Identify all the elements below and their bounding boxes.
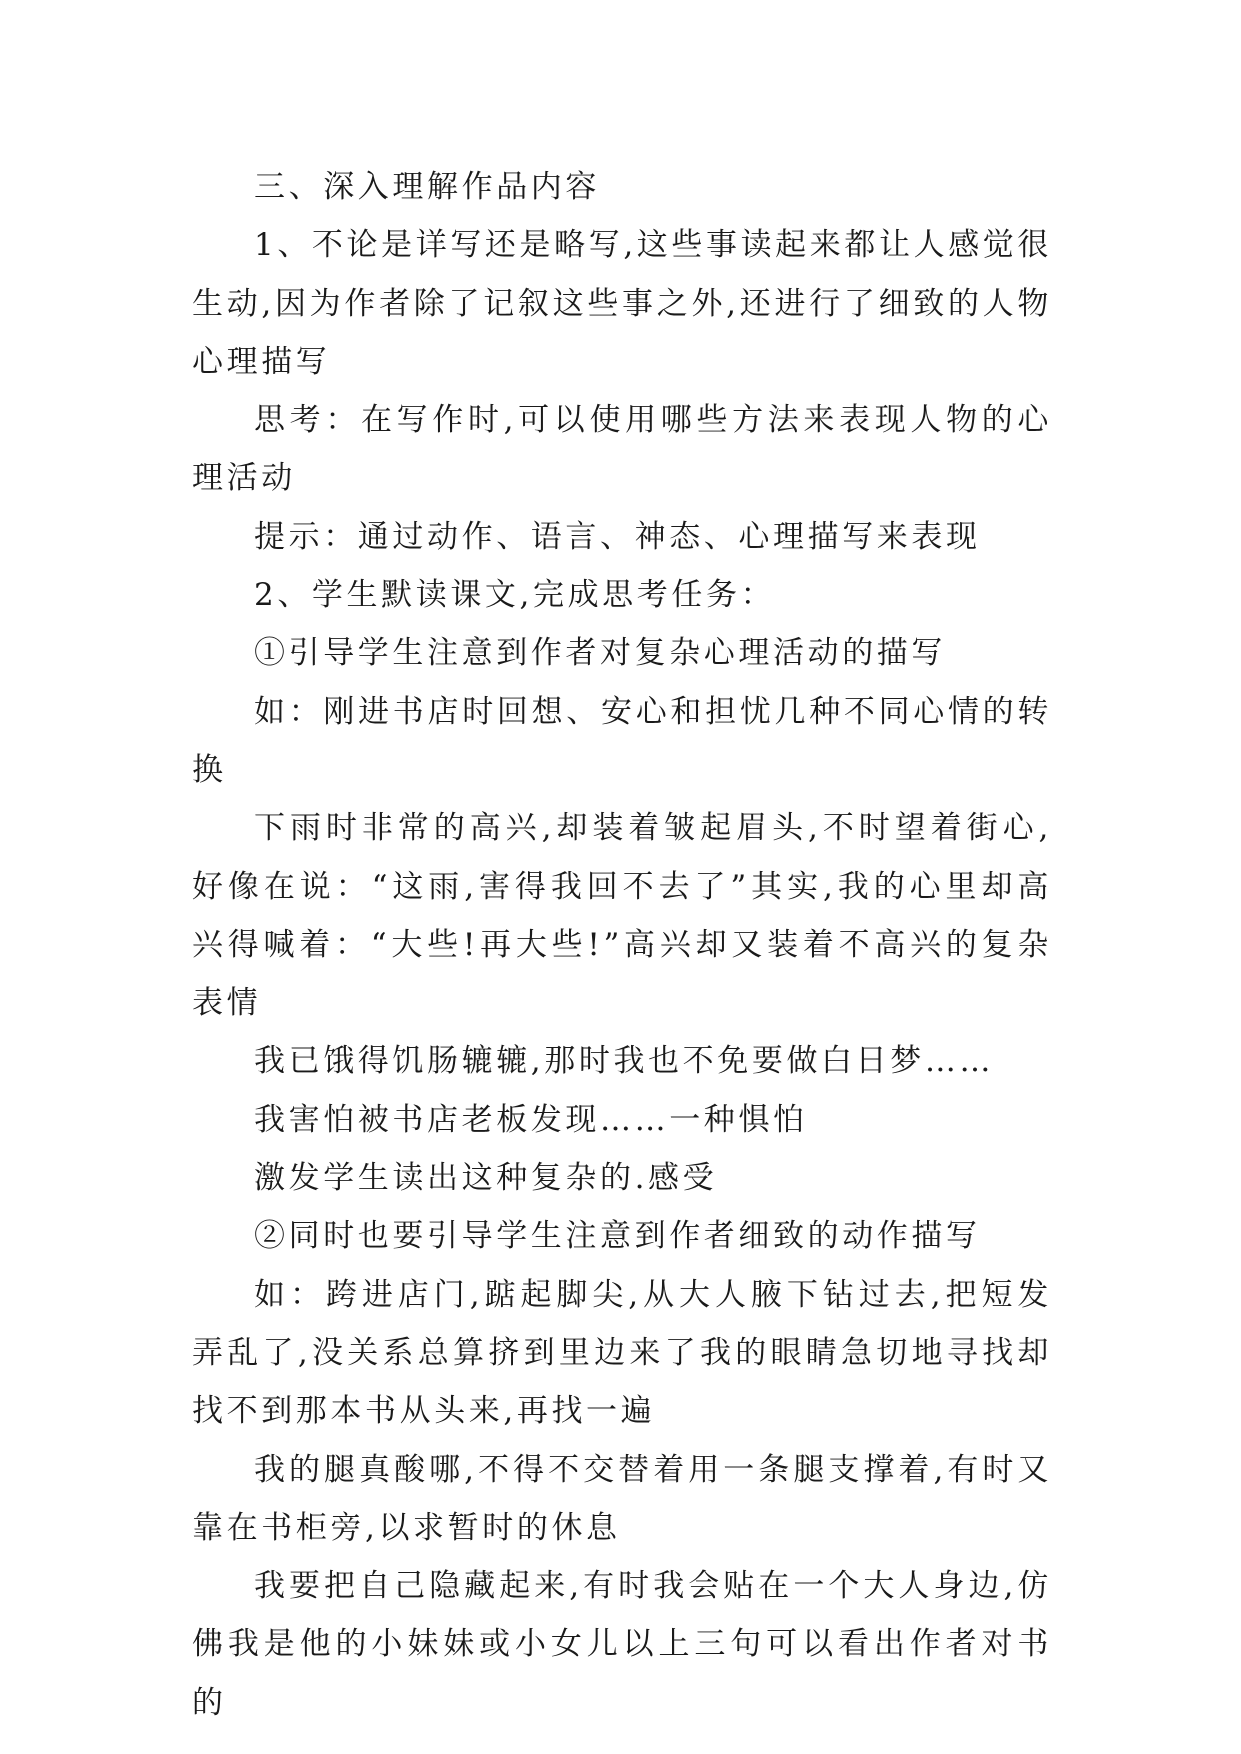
paragraph-point-1: 1、不论是详写还是略写,这些事读起来都让人感觉很生动,因为作者除了记叙这些事之外,还进行了细致的人物心理描写	[192, 227, 1052, 380]
document-page	[192, 158, 1052, 1732]
paragraph-fear: 我害怕被书店老板发现……一种惧怕	[254, 1101, 808, 1138]
paragraph-legs: 我的腿真酸哪,不得不交替着用一条腿支撑着,有时又靠在书柜旁,以求暂时的休息	[192, 1451, 1052, 1546]
paragraph-hunger: 我已饿得饥肠辘辘,那时我也不免要做白日梦……	[254, 1043, 995, 1080]
paragraph-example-2: 如：跨进店门,踮起脚尖,从大人腋下钻过去,把短发弄乱了,没关系总算挤到里边来了我的眼睛急切地寻找却找不到那本书从头来,再找一遍	[192, 1276, 1052, 1430]
paragraph-subpoint-1: ①引导学生注意到作者对复杂心理活动的描写	[254, 635, 946, 672]
paragraph-hide: 我要把自己隐藏起来,有时我会贴在一个大人身边,仿佛我是他的小妹妹或小女儿以上三句可以看出作者对书的	[192, 1568, 1052, 1721]
paragraph-rain-quote: 下雨时非常的高兴,却装着皱起眉头,不时望着街心,好像在说：“这雨,害得我回不去了”其实,我的心里却高兴得喊着：“大些!再大些!”高兴却又装着不高兴的复杂表情	[192, 810, 1052, 1022]
paragraph-subpoint-2: ②同时也要引导学生注意到作者细致的动作描写	[254, 1218, 981, 1255]
paragraph-point-2: 2、学生默读课文,完成思考任务：	[254, 577, 776, 614]
paragraph-thinking: 思考：在写作时,可以使用哪些方法来表现人物的心理活动	[192, 402, 1052, 497]
section-heading: 三、深入理解作品内容	[254, 169, 600, 205]
paragraph-hint: 提示：通过动作、语言、神态、心理描写来表现	[254, 518, 981, 555]
paragraph-feeling: 激发学生读出这种复杂的.感受	[254, 1160, 718, 1197]
paragraph-example-1: 如：刚进书店时回想、安心和担忧几种不同心情的转换	[192, 693, 1052, 788]
